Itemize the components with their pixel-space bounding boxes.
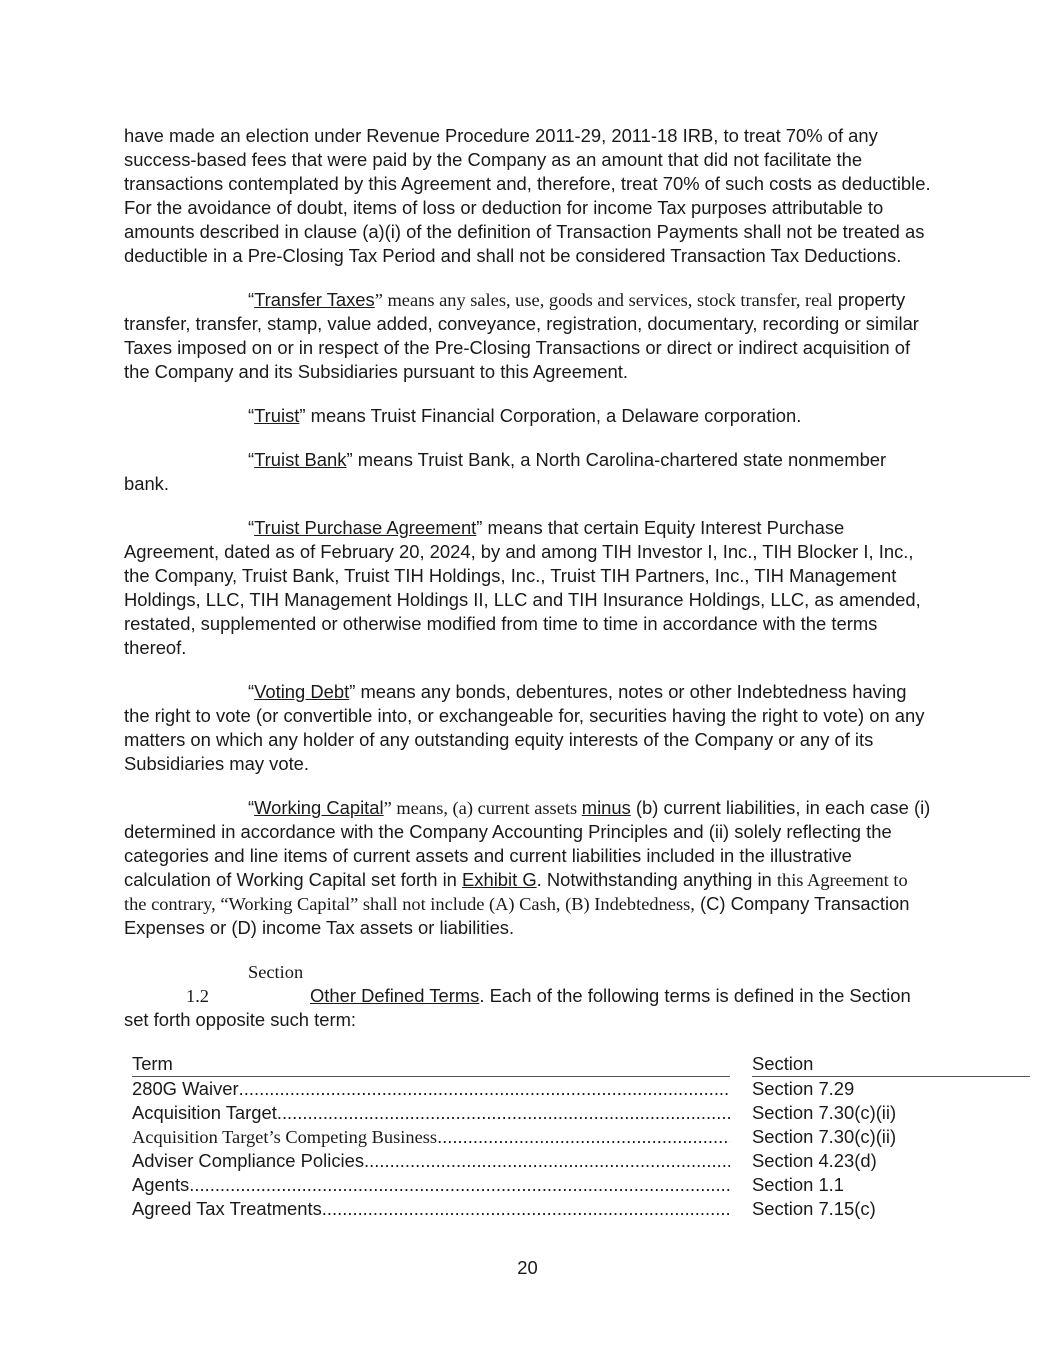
dot-leader [437, 1125, 730, 1149]
section-reference: Section 7.30(c)(ii) [752, 1126, 897, 1147]
dot-leader [277, 1101, 730, 1125]
page-number: 20 [517, 1257, 538, 1278]
term-cell [132, 1173, 730, 1197]
exhibit-g-reference[interactable]: Exhibit G [462, 869, 537, 890]
defined-term-working-capital: Working Capital [254, 797, 384, 818]
section-reference: Section 1.1 [752, 1174, 845, 1195]
table-row [132, 1197, 1030, 1221]
table-row [132, 1125, 1030, 1149]
close-quote: ” [374, 290, 383, 310]
table-row [132, 1101, 1030, 1125]
definition-end-text: (C) Company Transaction Expenses or (D) income Tax assets or liabilities. [124, 893, 910, 938]
section-reference: Section 7.30(c)(ii) [752, 1102, 897, 1123]
column-gap [730, 1101, 752, 1125]
defined-term-truist: Truist [254, 405, 300, 426]
open-quote: “ [248, 405, 255, 426]
open-quote: “ [248, 449, 255, 470]
section-reference: Section 7.29 [752, 1078, 855, 1099]
section-reference: Section 4.23(d) [752, 1150, 877, 1171]
column-gap [730, 1125, 752, 1149]
term-name: Agents [132, 1174, 190, 1195]
definition-text: means any bonds, debentures, notes or other Indebtedness having the right to vote (or convertible into, or exchangeable for, securities having the right to vote) on any matters on which any holder of any outstanding equity interests of the Company or any of its Subsidiaries may vote. [124, 681, 925, 774]
defined-term-truist-bank: Truist Bank [254, 449, 347, 470]
close-quote: ” [299, 405, 306, 426]
definition-transfer-taxes [124, 288, 934, 384]
close-quote: ” [349, 681, 356, 702]
table-header-row [132, 1052, 1030, 1077]
definition-truist-purchase-agreement [124, 516, 934, 660]
definition-text-after: . Notwithstanding anything in [536, 869, 777, 890]
term-name: Agreed Tax Treatments [132, 1198, 322, 1219]
term-name: Adviser Compliance Policies [132, 1150, 365, 1171]
column-gap [730, 1052, 752, 1077]
term-name: Acquisition Target’s Competing Business [132, 1127, 438, 1147]
definition-lead-text: means any sales, use, goods and services, stock transfer, real [382, 290, 833, 310]
definition-text: means that certain Equity Interest Purchase Agreement, dated as of February 20, 2024, by and among TIH Investor I, Inc., TIH Blocker I, Inc., the Company, Truist Bank, Truist TIH Holdings, Inc., Truist TIH Partners, Inc., TIH Management Holdings, LLC, TIH Management Holdings II, LLC and TIH Insurance Holdings, LLC, as amended, restated, supplemented or otherwise modified from time to time in accordance with the terms thereof. [124, 517, 921, 658]
term-cell [132, 1125, 730, 1149]
dot-leader [364, 1149, 730, 1173]
table-row [132, 1077, 1030, 1102]
term-cell [132, 1101, 730, 1125]
section-intro-text: . Each of the following terms is defined in the Section set forth opposite such term: [124, 985, 911, 1030]
term-cell [132, 1149, 730, 1173]
definition-voting-debt [124, 680, 934, 776]
dot-leader [322, 1197, 730, 1221]
close-quote: ” [346, 449, 353, 470]
header-section: Section [752, 1052, 1030, 1077]
open-quote: “ [248, 797, 255, 818]
section-title: Other Defined Terms [310, 985, 480, 1006]
paragraph-transaction-tax-deductions: have made an election under Revenue Procedure 2011-29, 2011-18 IRB, to treat 70% of any success-based fees that were paid by the Company as an amount that did not facilitate the transactions contemplated by this Agreement and, therefore, treat 70% of such costs as deductible. For the avoidance of doubt, items of loss or deduction for income Tax purposes attributable to amounts described in clause (a)(i) of the definition of Transaction Payments shall not be treated as deductible in a Pre-Closing Tax Period and shall not be considered Transaction Tax Deductions. [124, 125, 931, 266]
column-gap [730, 1149, 752, 1173]
defined-term-transfer-taxes: Transfer Taxes [254, 289, 375, 310]
open-quote: “ [248, 289, 255, 310]
definition-serif-text: this Agreement to the contrary, “Working Capital” shall not include (A) Cash, (B) Indebtedness, [124, 870, 908, 914]
definition-truist-bank-tail: bank. [124, 473, 169, 494]
document-body [124, 124, 934, 1052]
term-name: 280G Waiver [132, 1078, 239, 1099]
definition-text: (b) current liabilities, in each case (i) determined in accordance with the Company Accounting Principles and (ii) solely reflecting the categories and line items of current assets and current liabilities included in the illustrative calculation of Working Capital set forth in [124, 797, 931, 890]
defined-term-voting-debt: Voting Debt [254, 681, 350, 702]
term-name: Acquisition Target [132, 1102, 277, 1123]
section-number: Section 1.2 [186, 962, 304, 1006]
column-gap [730, 1197, 752, 1221]
definition-truist-bank [124, 448, 934, 472]
open-quote: “ [248, 517, 255, 538]
header-term: Term [132, 1052, 730, 1077]
column-gap [730, 1173, 752, 1197]
table-row [132, 1149, 1030, 1173]
dot-leader [239, 1077, 730, 1101]
section-reference: Section 7.15(c) [752, 1198, 876, 1219]
term-minus: minus [581, 797, 631, 818]
defined-term-truist-purchase-agreement: Truist Purchase Agreement [254, 517, 477, 538]
close-quote: ” [383, 798, 392, 818]
defined-terms-table [132, 1052, 1030, 1221]
column-gap [730, 1077, 752, 1102]
section-1-2-heading [124, 960, 934, 1032]
definition-text: property transfer, transfer, stamp, value added, conveyance, registration, documentary, recording or similar Taxes imposed on or in respect of the Pre-Closing Transactions or direct or indirect acquisition of the Company and its Subsidiaries pursuant to this Agreement. [124, 289, 919, 382]
definition-lead-text: means, (a) current assets [391, 798, 582, 818]
table-row [132, 1173, 1030, 1197]
definition-text: means Truist Bank, a North Carolina-chartered state nonmember [352, 449, 887, 470]
close-quote: ” [476, 517, 483, 538]
dot-leader [189, 1173, 730, 1197]
term-cell [132, 1077, 730, 1102]
definition-working-capital [124, 796, 934, 940]
term-cell [132, 1197, 730, 1221]
definition-text: means Truist Financial Corporation, a Delaware corporation. [305, 405, 802, 426]
open-quote: “ [248, 681, 255, 702]
definition-truist [124, 404, 934, 428]
